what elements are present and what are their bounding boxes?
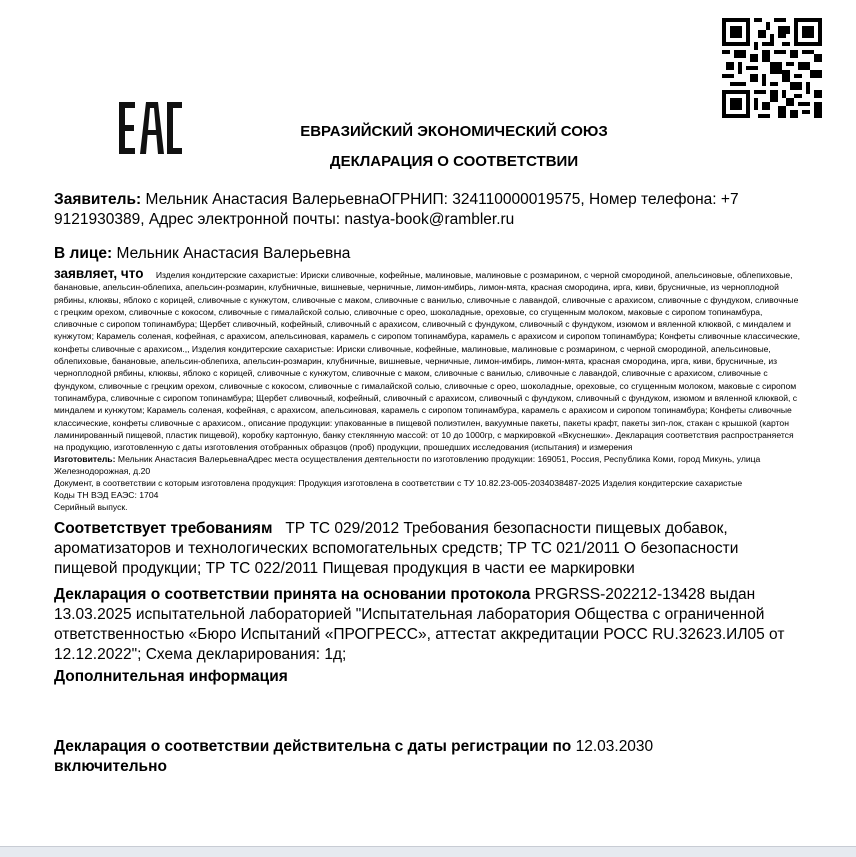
manufacturer-text: Мельник Анастасия ВалерьевнаАдрес места осуществления деятельности по изготовлению продукции: 169051, Россия, Республика Коми, город Микунь, улица Железнодорожная, д.20	[54, 454, 761, 477]
validity-suffix: включительно	[54, 758, 167, 776]
requirements-section	[54, 519, 802, 579]
declares-text: Изделия кондитерские сахаристые: Ириски сливочные, кофейные, малиновые, малиновые с розмарином, с черной смородиной, апельсиновые, облепиховые, банановые, апельсин-облепиха, апельсин-розмарин, клубничные, вишневые, черничные, лимон-имбирь, лимон-мята, красная смородина, ирга, киви, брусничные, из черноплодной рябины, клюквы, яблоко с корицей, сливочные с кунжутом, сливочные с маком, сливочные с ванилью, сливочные с лавандой, сливочные с арахисом, сливочные с фундуком, сливочные с грецким орехом, сливочные с кокосом, сливочные с гималайской солью, сливочные с орео, шоколадные, ореховые, со сгущенным молоком, маковые с сиропом топинамбура, сливочные с сиропом топинамбура; Щербет сливочный, кофейный, сливочный с арахисом, сливочный с фундуком, сливочный с фундуком, изюмом и вяленной клюквой, с миндалем и кунжутом; Карамель соленая, кофейная, с арахисом, апельсиновая, карамель с сиропом топинамбура, карамель с арахисом и сиропом топинамбура; Конфеты сливочные классические, конфеты сливочные с арахисом.,, Изделия кондитерские сахаристые: Ириски сливочные, кофейные, малиновые, малиновые с розмарином, с черной смородиной, апельсиновые, облепиховые, банановые, апельсин-облепиха, апельсин-розмарин, клубничные, вишневые, черничные, лимон-имбирь, лимон-мята, красная смородина, ирга, киви, брусничные, из черноплодной рябины, клюквы, яблоко с корицей, сливочные с кунжутом, сливочные с маком, сливочные с ванилью, сливочные с лавандой, сливочные с арахисом, сливочные с фундуком, сливочные с грецким орехом, сливочные с кокосом, сливочные с гималайской солью, сливочные с орео, шоколадные, ореховые, со сгущенным молоком, маковые с сиропом топинамбура, сливочные с сиропом топинамбура; Щербет сливочный, кофейный, сливочный с арахисом, сливочный с фундуком, сливочный с фундуком, изюмом и вяленной клюквой, с миндалем и кунжутом; Карамель соленая, кофейная, с арахисом, апельсиновая, карамель с сиропом топинамбура, карамель с арахисом и сиропом топинамбура; Конфеты сливочные классические, конфеты сливочные с арахисом., описание продукции: упакованные в пищевой полиэтилен, вакуумные пакеты, пакеты крафт, пакеты зип-лок, стакан с крышкой (картон ламинированный пищевой, пластик пищевой), коробку картонную, банку стеклянную массой: от 10 до 1000гр, с маркировкой «Вкуснешки». Декларация соответствия распространяется на продукцию, изготовленную с даты изготовления отобранных образцов (проб) продукции, прошедших исследования (испытания) и измерения	[54, 270, 801, 453]
applicant-text: Мельник Анастасия ВалерьевнаОГРНИП: 324110000019575, Номер телефона: +7 9121930389, Адрес электронной почты: nastya-book@rambler.ru	[54, 191, 739, 228]
person-label: В лице:	[54, 245, 113, 262]
additional-info-label: Дополнительная информация	[54, 668, 288, 686]
manufacturer-label: Изготовитель:	[54, 454, 116, 465]
basis-section	[54, 585, 802, 665]
union-title: ЕВРАЗИЙСКИЙ ЭКОНОМИЧЕСКИЙ СОЮЗ	[300, 123, 608, 140]
applicant-section	[54, 190, 802, 230]
qr-code-icon	[722, 18, 822, 118]
viewer-bottom-bar	[0, 846, 856, 857]
declares-section	[54, 268, 802, 453]
validity-label: Декларация о соответствии действительна с даты регистрации по	[54, 738, 572, 756]
validity-section	[54, 737, 802, 777]
basis-label: Декларация о соответствии принята на основании протокола	[54, 586, 531, 604]
applicant-label: Заявитель:	[54, 191, 142, 208]
codes-line: Коды ТН ВЭД ЕАЭС: 1704	[54, 490, 159, 501]
basis-text: PRGRSS-202212-13428 выдан 13.03.2025 испытательной лабораторией "Испытательная лаборатория Общества с ограниченной ответственностью «Бюро Испытаний «ПРОГРЕСС», аттестат аккредитации РОСС RU.32623.ИЛ05 от 12.12.2022"; Схема декларирования: 1д;	[54, 586, 785, 664]
person-text: Мельник Анастасия Валерьевна	[116, 245, 351, 262]
validity-date: 12.03.2030	[575, 738, 654, 756]
declares-label: заявляет, что	[54, 266, 144, 281]
declaration-title: ДЕКЛАРАЦИЯ О СООТВЕТСТВИИ	[329, 153, 579, 170]
requirements-label: Соответствует требованиям	[54, 520, 273, 538]
serial-line: Серийный выпуск.	[54, 502, 128, 513]
person-section	[54, 244, 802, 264]
manufacturer-section	[54, 453, 802, 477]
requirements-text: ТР ТС 029/2012 Требования безопасности пищевых добавок, ароматизаторов и технологических вспомогательных средств; ТР ТС 021/2011 О безопасности пищевой продукции; ТР ТС 022/2011 Пищевая продукция в части ее маркировки	[54, 520, 739, 578]
declaration-body	[54, 190, 802, 777]
document-line: Документ, в соответствии с которым изготовлена продукция: Продукция изготовлена в соответствии с ТУ 10.82.23-005-2034038487-2025 Изделия кондитерские сахаристые	[54, 478, 743, 489]
